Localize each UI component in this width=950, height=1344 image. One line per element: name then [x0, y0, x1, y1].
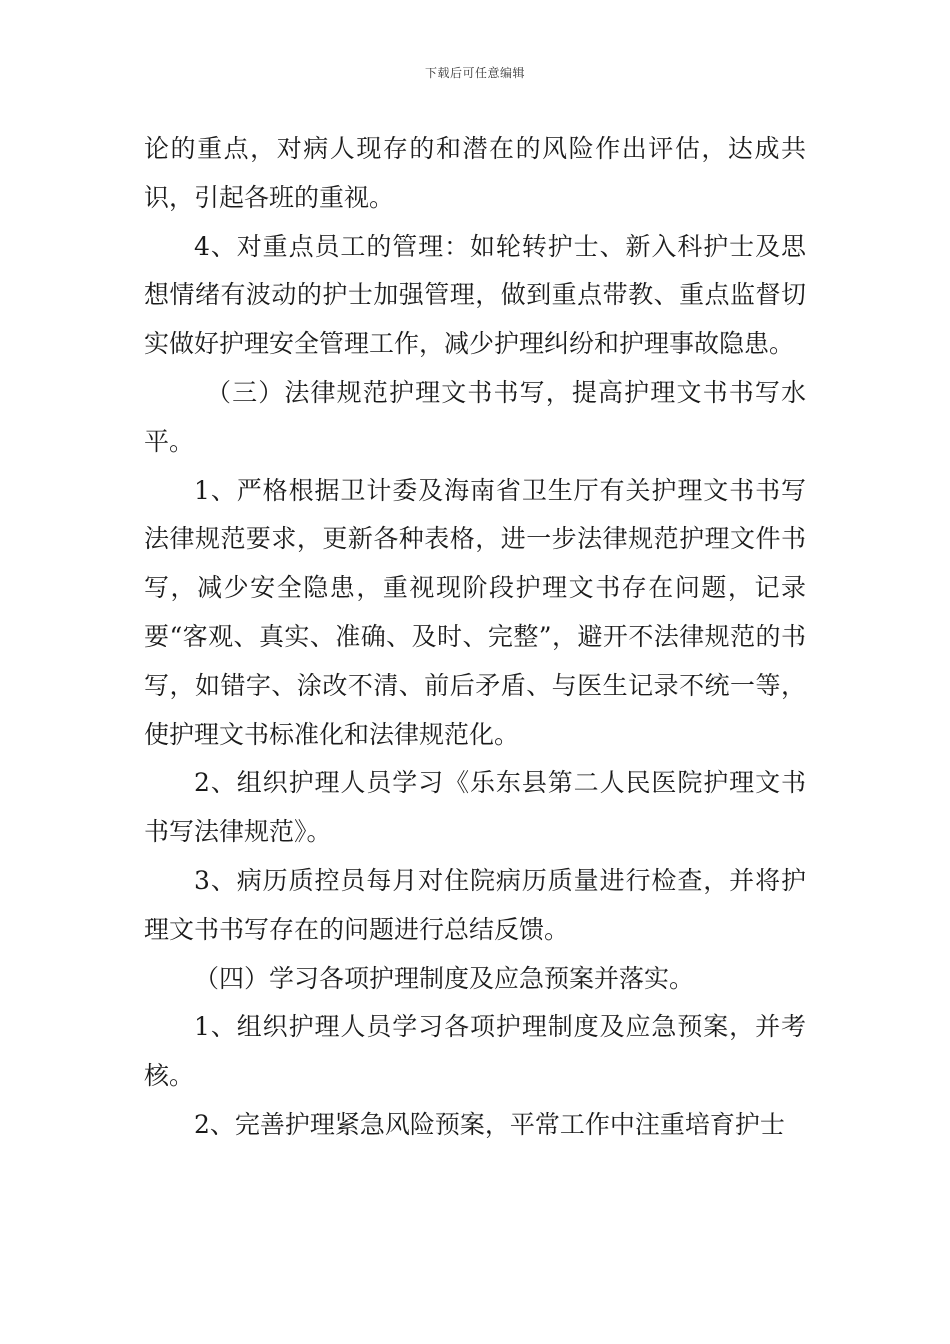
document-body	[144, 125, 806, 1150]
paragraph-item-4: 4、对重点员工的管理：如轮转护士、新入科护士及思想情绪有波动的护士加强管理，做到重点带教、重点监督切实做好护理安全管理工作，减少护理纠纷和护理事故隐患。	[144, 231, 806, 359]
paragraph-item-2: 2、组织护理人员学习《乐东县第二人民医院护理文书书写法律规范》。	[144, 768, 806, 847]
section-heading-3: （三）法律规范护理文书书写，提高护理文书书写水平。	[144, 377, 806, 456]
page-header: 下载后可任意编辑	[424, 66, 525, 80]
paragraph-continuation: 论的重点，对病人现存的和潜在的风险作出评估，达成共识，引起各班的重视。	[144, 134, 806, 212]
section-heading-4: （四）学习各项护理制度及应急预案并落实。	[194, 963, 695, 993]
paragraph-item-1: 1、严格根据卫计委及海南省卫生厅有关护理文书书写法律规范要求，更新各种表格，进一步法律规范护理文件书写，减少安全隐患，重视现阶段护理文书存在问题，记录要“客观、真实、准确、及时、完整”，避开不法律规范的书写，如错字、涂改不清、前后矛盾、与医生记录不统一等，使护理文书标准化和法律规范化。	[144, 475, 806, 749]
paragraph-item-2b: 2、完善护理紧急风险预案，平常工作中注重培育护士	[194, 1109, 785, 1139]
paragraph-item-1b: 1、组织护理人员学习各项护理制度及应急预案，并考核。	[144, 1012, 806, 1091]
paragraph-item-3: 3、病历质控员每月对住院病历质量进行检查，并将护理文书书写存在的问题进行总结反馈。	[144, 865, 806, 944]
